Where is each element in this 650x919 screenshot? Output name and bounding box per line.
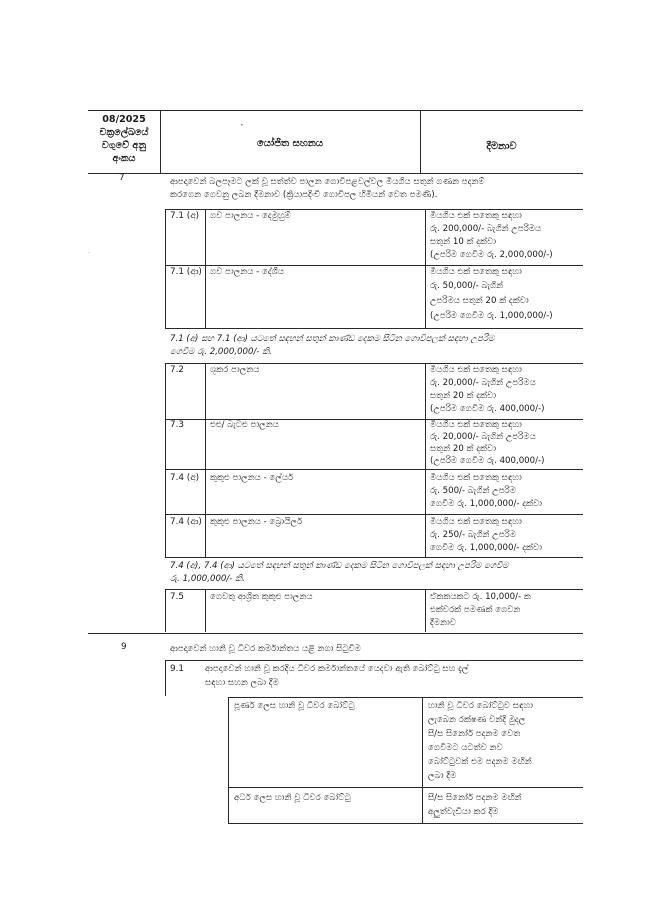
row-id: 7.4 (අ) bbox=[170, 473, 200, 483]
allowance-line: සී/ස සිනෝර් පදනම මඟින් bbox=[428, 793, 522, 803]
allowance-line: (උපරිම ගෙවීම රු. 1,000,000/-) bbox=[430, 311, 553, 321]
row-border bbox=[165, 557, 583, 558]
allowance-line: මියගිය එක් සතෙකු සඳහා bbox=[430, 473, 522, 483]
col-line bbox=[165, 363, 166, 557]
section-number: 9 bbox=[121, 642, 127, 652]
item-name: අර්ධ ලෙස හානි වූ ධීවර බෝට්ටු bbox=[234, 793, 351, 803]
row-id: 9.1 bbox=[170, 664, 184, 674]
allowance-line: මියගිය එක් සතෙකු සඳහා bbox=[430, 365, 522, 375]
section-desc: ආපදාවෙන් හානි වූ ධීවර කර්මාන්තය යළි නගා සිටුවීම bbox=[170, 644, 361, 654]
allowance-line: සතුන් 20 ක් දක්වා bbox=[430, 391, 497, 401]
section-desc-line: ආපදාවෙන් බලපෑමට ලක් වූ සත්ත්ව පාලන ගොවිපළවල්වල මියගිය සතුන් ගණන පදනම් bbox=[170, 177, 485, 187]
header-allowance-col: දීමනාව bbox=[486, 141, 517, 152]
scan-speck: • bbox=[240, 122, 244, 129]
note-line: රු. 1,000,000/- කි. bbox=[170, 574, 245, 584]
allowance-line: බෝට්ටුවක් එම පදනම මඟින් bbox=[428, 757, 532, 767]
row-name: ගෙවතු ආශ්‍රිත කුකුළු පාලනය bbox=[210, 592, 313, 602]
section-desc-line: කරගෙන ගෙවනු ලබන දීමනාව (ක්‍රියාපදිංචි ගොවිපල හිමියන් වෙත පමණි). bbox=[170, 190, 438, 200]
row-border bbox=[165, 328, 583, 329]
col-line bbox=[425, 209, 426, 328]
header-serial-line: අංකය bbox=[112, 153, 136, 164]
row-id: 7.2 bbox=[170, 365, 184, 375]
col-line bbox=[205, 589, 206, 632]
row-border bbox=[165, 469, 583, 470]
item-name: පූර්ණ ලෙස හානි වූ ධීවර බෝට්ටු bbox=[234, 701, 355, 711]
header-serial-line: චක්‍රලේඛයේ bbox=[99, 127, 149, 138]
section-number: 7 bbox=[119, 173, 125, 183]
allowance-line: රු. 20,000/- බැගින් උපරිමය bbox=[430, 378, 536, 388]
allowance-line: රු. 500/- බැගින් උපරිම bbox=[430, 486, 516, 496]
col-line bbox=[205, 363, 206, 557]
col-line bbox=[425, 589, 426, 632]
row-border bbox=[165, 514, 583, 515]
row-id: 7.4 (ආ) bbox=[170, 517, 202, 527]
row-id: 7.1 (අ) bbox=[170, 211, 200, 221]
row-name: ශූකර පාලනය bbox=[210, 365, 260, 375]
row-id: 7.3 bbox=[170, 420, 184, 430]
allowance-line: උපරිමය සතුන් 20 ක් දක්වා bbox=[430, 296, 529, 306]
allowance-line: ඒකකයකට රු. 10,000/- ක bbox=[430, 592, 531, 602]
row-name: එළු/ බැටළු පාලනය bbox=[210, 420, 279, 430]
row-name: ගව පාලනය - දේශීය bbox=[210, 267, 284, 277]
allowance-line: සතුන් 20 ක් දක්වා bbox=[430, 444, 497, 454]
section-border bbox=[88, 633, 583, 634]
row-name: ගව පාලනය - දෙමුහුම් bbox=[210, 211, 291, 221]
sub-desc-line: සඳහා සහන ලබා දීම bbox=[205, 678, 279, 688]
allowance-line: අලුත්වැඩියා කර දීම bbox=[428, 807, 499, 817]
header-relief-col: යෝජිත සහනය bbox=[256, 138, 324, 149]
header-serial-line: වගුවේ අනු bbox=[101, 140, 147, 151]
header-serial-line: 08/2025 bbox=[102, 114, 146, 125]
note-line: 7.4 (අ), 7.4 (ආ) යටතේ සඳහන් සතුන් කාණ්ඩ දෙකම සිටින ගොවිපලක් සඳහා උපරිම ගෙවීම bbox=[170, 561, 509, 571]
allowance-line: හානි වූ ධීවර බෝට්ටුව සඳහා bbox=[428, 701, 533, 711]
note-line: ගෙවීම රු. 2,000,000/- කි. bbox=[170, 347, 272, 357]
col-line bbox=[425, 363, 426, 557]
allowance-line: මියගිය එක් සතෙකු සඳහා bbox=[430, 211, 522, 221]
allowance-line: මියගිය එක් සතෙකු සඳහා bbox=[430, 420, 522, 430]
allowance-line: එක්වරක් පමණක් ගෙවන bbox=[430, 605, 521, 615]
allowance-line: දීමනාව bbox=[430, 618, 456, 628]
row-border bbox=[165, 589, 583, 590]
row-border bbox=[228, 787, 583, 788]
col-line bbox=[165, 589, 166, 632]
row-id: 7.1 (ආ) bbox=[170, 267, 202, 277]
header-serial-col bbox=[88, 113, 160, 165]
scan-speck: · bbox=[88, 250, 90, 257]
allowance-line: සී/ස සිනෝර් පදනම වෙත bbox=[428, 729, 521, 739]
allowance-line: රු. 20,000/- බැගින් උපරිමය bbox=[430, 432, 536, 442]
allowance-line: ගෙවීම රු. 1,000,000/- දක්වා bbox=[430, 543, 542, 553]
col-line bbox=[205, 209, 206, 328]
row-name: කුකුළු පාලනය - බ්‍රොයිලර් bbox=[210, 517, 303, 527]
note-line: 7.1 (අ) සහ 7.1 (ආ) යටතේ සඳහන් සතුන් කාණ්ඩ දෙකම සිටින ගොවිපලක් සඳහා උපරිම bbox=[170, 334, 495, 344]
col-line bbox=[165, 660, 166, 696]
allowance-line: ලැබෙන රක්ෂණ වන්දි මුදල bbox=[428, 715, 526, 725]
header-bottom-border bbox=[88, 173, 583, 174]
table-top-border bbox=[88, 110, 583, 111]
row-border bbox=[165, 660, 583, 661]
allowance-line: ලබා දීම bbox=[428, 771, 457, 781]
row-border bbox=[228, 823, 583, 824]
col-line bbox=[165, 209, 166, 328]
allowance-line: මියගිය එක් සතෙකු සඳහා bbox=[430, 517, 522, 527]
allowance-line: රු. 250/- බැගින් උපරිම bbox=[430, 530, 516, 540]
allowance-line: මියගිය එක් සතෙකු සඳහා bbox=[430, 267, 522, 277]
col-line bbox=[228, 697, 229, 823]
allowance-line: සතුන් 10 ක් දක්වා bbox=[430, 237, 497, 247]
row-border bbox=[228, 697, 583, 698]
sub-desc-line: ආපදාවෙන් හානි වූ කරදිය ධීවර කර්මාන්තයේ යෙදවා ඇති බෝට්ටු සහ දැල් bbox=[205, 664, 469, 674]
allowance-line: රු. 200,000/- බැගින් උපරිමය bbox=[430, 224, 542, 234]
allowance-line: (උපරිම ගෙවීම රු. 400,000/-) bbox=[430, 456, 545, 466]
allowance-line: රු. 50,000/- බැගින් bbox=[430, 281, 504, 291]
row-id: 7.5 bbox=[170, 592, 184, 602]
allowance-line: (උපරිම ගෙවීම රු. 400,000/-) bbox=[430, 404, 545, 414]
allowance-line: ගෙවීමට යටත්ව නව bbox=[428, 743, 503, 753]
allowance-line: (උපරිම ගෙවීම රු. 2,000,000/-) bbox=[430, 250, 553, 260]
allowance-line: ගෙවීම රු. 1,000,000/- දක්වා bbox=[430, 499, 542, 509]
col-line bbox=[422, 697, 423, 823]
row-name: කුකුළු පාලනය - ලේයර් bbox=[210, 473, 294, 483]
